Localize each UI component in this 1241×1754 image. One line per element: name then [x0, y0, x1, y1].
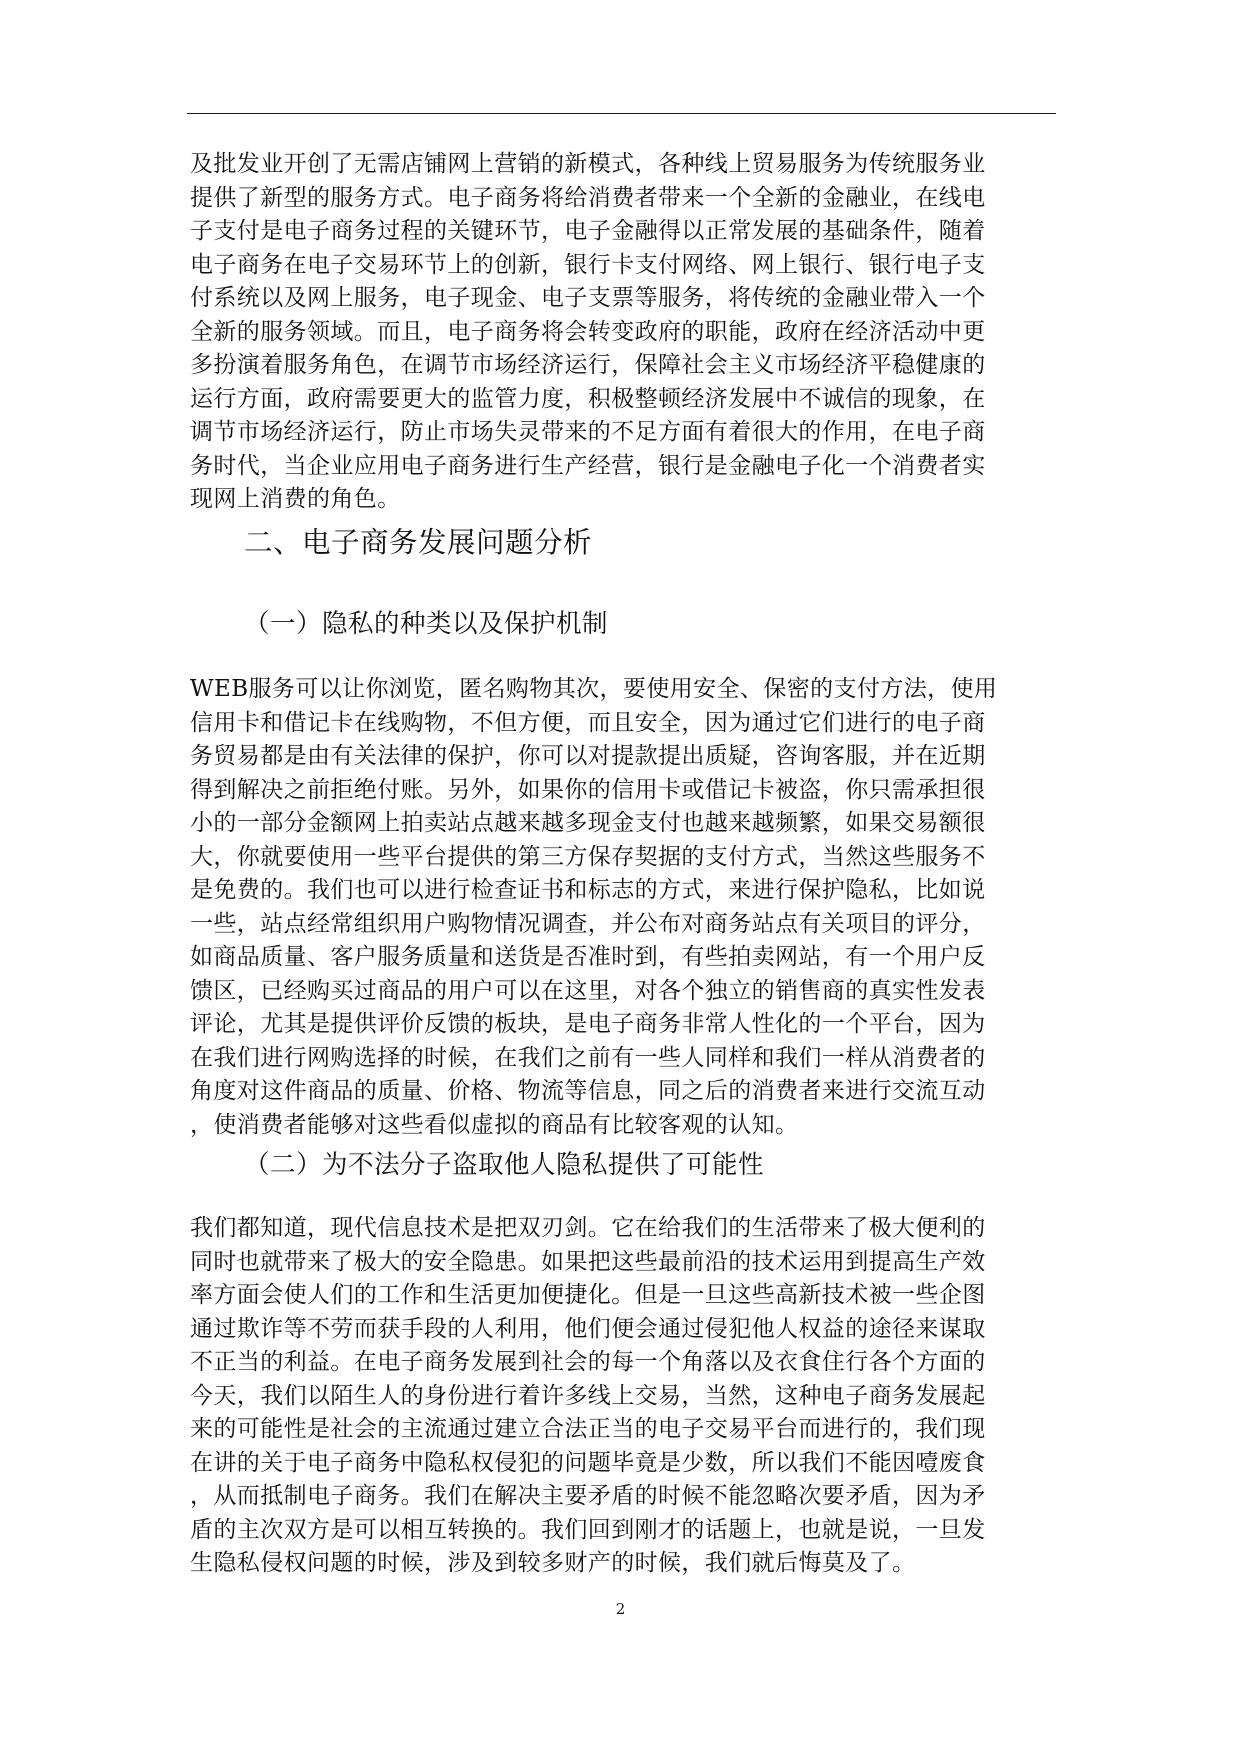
- text-line: WEB服务可以让你浏览，匿名购物其次，要使用安全、保密的支付方法，使用: [190, 676, 998, 702]
- paragraph-2: [190, 673, 1068, 1142]
- text-line: 今天，我们以陌生人的身份进行着许多线上交易，当然，这种电子商务发展起: [190, 1382, 986, 1409]
- text-line: 盾的主次双方是可以相互转换的。我们回到刚才的话题上，也就是说，一旦发: [190, 1516, 986, 1543]
- text-line: 多扮演着服务角色，在调节市场经济运行，保障社会主义市场经济平稳健康的: [190, 352, 986, 378]
- text-line: 角度对这件商品的质量、价格、物流等信息，同之后的消费者来进行交流互动: [190, 1078, 986, 1104]
- text-line: 调节市场经济运行，防止市场失灵带来的不足方面有着很大的作用，在电子商: [190, 419, 986, 445]
- text-line: 同时也就带来了极大的安全隐患。如果把这些最前沿的技术运用到提高生产效: [190, 1248, 986, 1275]
- text-line: 大，你就要使用一些平台提供的第三方保存契据的支付方式，当然这些服务不: [190, 843, 986, 870]
- subsection-heading-2: （二）为不法分子盗取他人隐私提供了可能性: [244, 1150, 765, 1180]
- section-heading: 二、电子商务发展问题分析: [244, 526, 593, 559]
- text-line: 及批发业开创了无需店铺网上营销的新模式，各种线上贸易服务为传统服务业: [190, 151, 986, 177]
- text-line: ，使消费者能够对这些看似虚拟的商品有比较客观的认知。: [190, 1111, 799, 1138]
- text-line: 小的一部分金额网上拍卖站点越来越多现金支付也越来越频繁，如果交易额很: [190, 810, 986, 836]
- text-line: ，从而抵制电子商务。我们在解决主要矛盾的时候不能忽略次要矛盾，因为矛: [190, 1483, 986, 1509]
- text-line: 评论，尤其是提供评价反馈的板块，是电子商务非常人性化的一个平台，因为: [190, 1011, 986, 1037]
- text-line: 子支付是电子商务过程的关键环节，电子金融得以正常发展的基础条件，随着: [190, 218, 986, 244]
- text-line: 提供了新型的服务方式。电子商务将给消费者带来一个全新的金融业，在线电: [190, 184, 986, 211]
- text-line: 在讲的关于电子商务中隐私权侵犯的问题毕竟是少数，所以我们不能因噎废食: [190, 1449, 986, 1476]
- text-line: 通过欺诈等不劳而获手段的人利用，他们便会通过侵犯他人权益的途径来谋取: [190, 1315, 986, 1342]
- text-line: 运行方面，政府需要更大的监管力度，积极整顿经济发展中不诚信的现象，在: [190, 385, 986, 412]
- text-line: 我们都知道，现代信息技术是把双刃剑。它在给我们的生活带来了极大便利的: [190, 1215, 986, 1241]
- subsection-heading-1: （一）隐私的种类以及保护机制: [244, 609, 609, 639]
- text-line: 务时代，当企业应用电子商务进行生产经营，银行是金融电子化一个消费者实: [190, 452, 986, 479]
- text-line: 不正当的利益。在电子商务发展到社会的每一个角落以及衣食住行各个方面的: [190, 1349, 986, 1375]
- paragraph-3: [190, 1212, 1068, 1581]
- text-line: 付系统以及网上服务，电子现金、电子支票等服务，将传统的金融业带入一个: [190, 285, 986, 311]
- text-line: 在我们进行网购选择的时候，在我们之前有一些人同样和我们一样从消费者的: [190, 1044, 986, 1071]
- text-line: 如商品质量、客户服务质量和送货是否准时到，有些拍卖网站，有一个用户反: [190, 944, 986, 970]
- text-line: 来的可能性是社会的主流通过建立合法正当的电子交易平台而进行的，我们现: [190, 1416, 986, 1442]
- header-rule: [187, 113, 1056, 114]
- text-line: 是免费的。我们也可以进行检查证书和标志的方式，来进行保护隐私，比如说: [190, 877, 986, 903]
- text-line: 全新的服务领域。而且，电子商务将会转变政府的职能，政府在经济活动中更: [190, 318, 986, 345]
- text-line: 生隐私侵权问题的时候，涉及到较多财产的时候，我们就后悔莫及了。: [190, 1550, 916, 1576]
- text-line: 率方面会使人们的工作和生活更加便捷化。但是一旦这些高新技术被一些企图: [190, 1282, 986, 1308]
- text-line: 一些，站点经常组织用户购物情况调查，并公布对商务站点有关项目的评分，: [190, 910, 986, 937]
- paragraph-1: [190, 148, 1068, 517]
- text-line: 得到解决之前拒绝付账。另外，如果你的信用卡或借记卡被盗，你只需承担很: [190, 776, 986, 803]
- text-line: 馈区，已经购买过商品的用户可以在这里，对各个独立的销售商的真实性发表: [190, 977, 986, 1004]
- text-line: 现网上消费的角色。: [190, 486, 401, 512]
- text-line: 电子商务在电子交易环节上的创新，银行卡支付网络、网上银行、银行电子支: [190, 251, 986, 278]
- text-line: 务贸易都是由有关法律的保护，你可以对提款提出质疑，咨询客服，并在近期: [190, 743, 986, 769]
- text-line: 信用卡和借记卡在线购物，不但方便，而且安全，因为通过它们进行的电子商: [190, 709, 986, 736]
- page-number: 2: [615, 1600, 626, 1618]
